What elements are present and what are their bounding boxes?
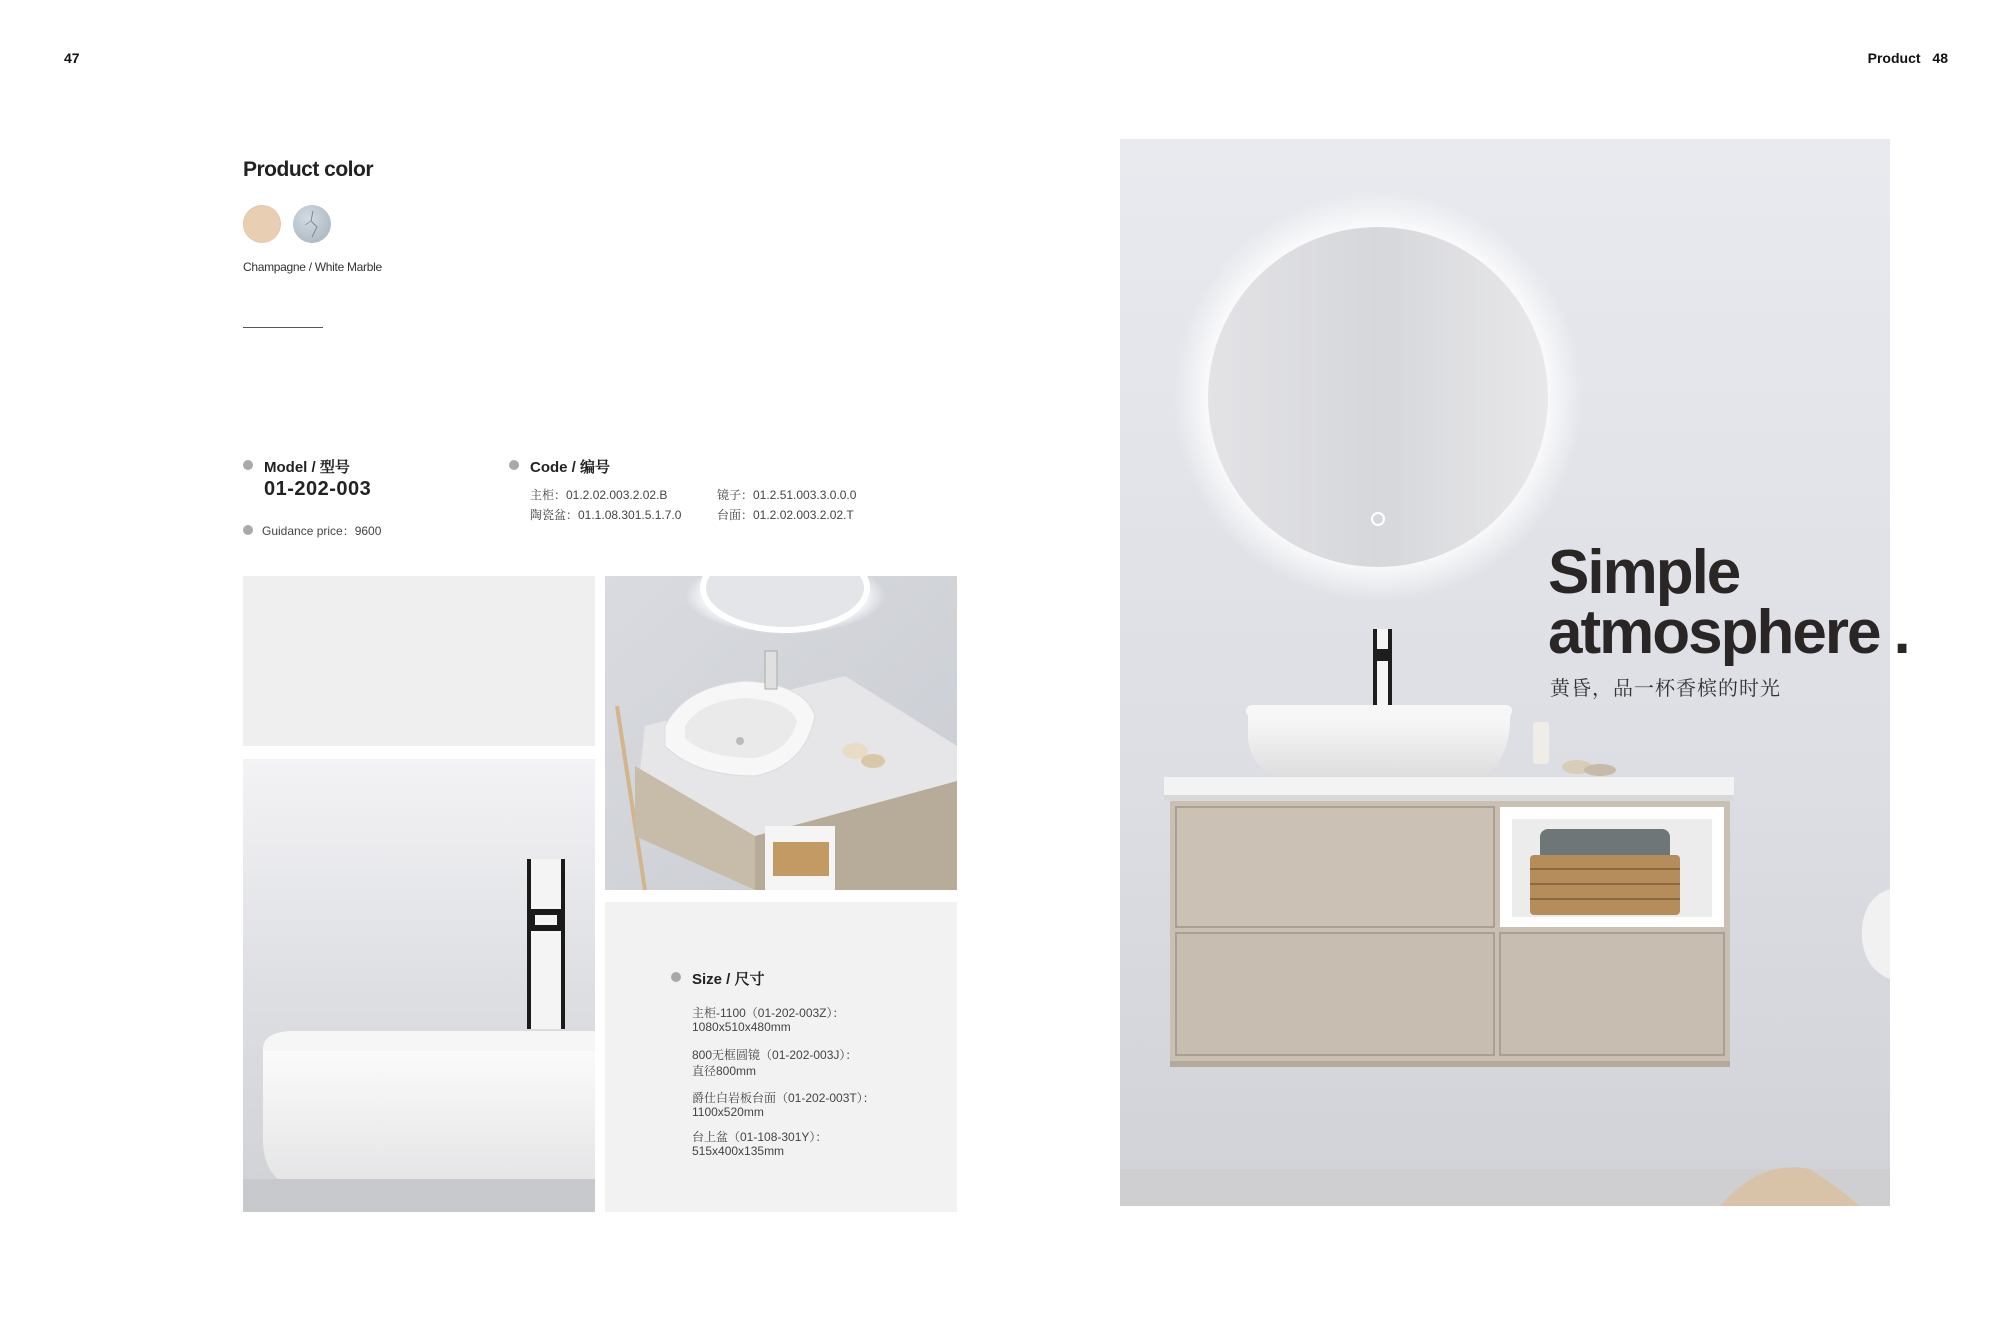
size-basin-value: 515x400x135mm <box>692 1144 785 1158</box>
model-number: 01-202-003 <box>264 478 372 500</box>
champagne-swatch <box>243 205 281 243</box>
size-countertop-value: 1100x520mm <box>692 1105 764 1119</box>
code-countertop: 台面：01.2.02.003.2.02.T <box>717 508 854 522</box>
code-mirror: 镜子：01.2.51.003.3.0.0.0 <box>717 488 857 502</box>
code-main-cabinet: 主柜：01.2.02.003.2.02.B <box>530 488 668 502</box>
guidance-price: Guidance price：9600 <box>262 524 382 538</box>
vanity-angle-photo <box>605 576 957 890</box>
size-bullet <box>671 972 681 982</box>
headline-dot: . <box>1893 598 1909 667</box>
size-mirror-value: 直径800mm <box>692 1064 757 1078</box>
hero-subtitle: 黄昏，品一杯香槟的时光 <box>1550 678 1781 700</box>
divider-line <box>243 327 323 328</box>
right-page-header <box>1868 50 1948 66</box>
headline-line-2 <box>1548 598 1909 667</box>
swatch-caption: Champagne / White Marble <box>243 260 382 274</box>
size-main-cabinet-name: 主柜-1100（01-202-003Z）： <box>692 1006 845 1020</box>
section-label: Product <box>1867 50 1921 66</box>
product-color-title: Product color <box>243 158 374 181</box>
code-label: Code / 编号 <box>530 459 611 476</box>
headline-line-1: Simple <box>1548 538 1740 607</box>
size-mirror-name: 800无框圆镜（01-202-003J）： <box>692 1048 858 1062</box>
white-marble-swatch <box>293 205 331 243</box>
size-basin-name: 台上盆（01-108-301Y）： <box>692 1130 828 1144</box>
blank-tile <box>243 576 595 746</box>
basin-closeup-photo <box>243 759 595 1212</box>
left-page-number: 47 <box>64 50 80 66</box>
size-label: Size / 尺寸 <box>692 971 765 988</box>
code-bullet <box>509 460 519 470</box>
code-ceramic-basin: 陶瓷盆：01.1.08.301.5.1.7.0 <box>530 508 682 522</box>
price-bullet <box>243 525 253 535</box>
size-countertop-name: 爵仕白岩板台面（01-202-003T）： <box>692 1091 875 1105</box>
model-label: Model / 型号 <box>264 459 350 476</box>
size-main-cabinet-value: 1080x510x480mm <box>692 1020 791 1034</box>
headline-word: atmosphere <box>1548 598 1880 667</box>
right-page-number: 48 <box>1932 50 1948 66</box>
model-bullet <box>243 460 253 470</box>
